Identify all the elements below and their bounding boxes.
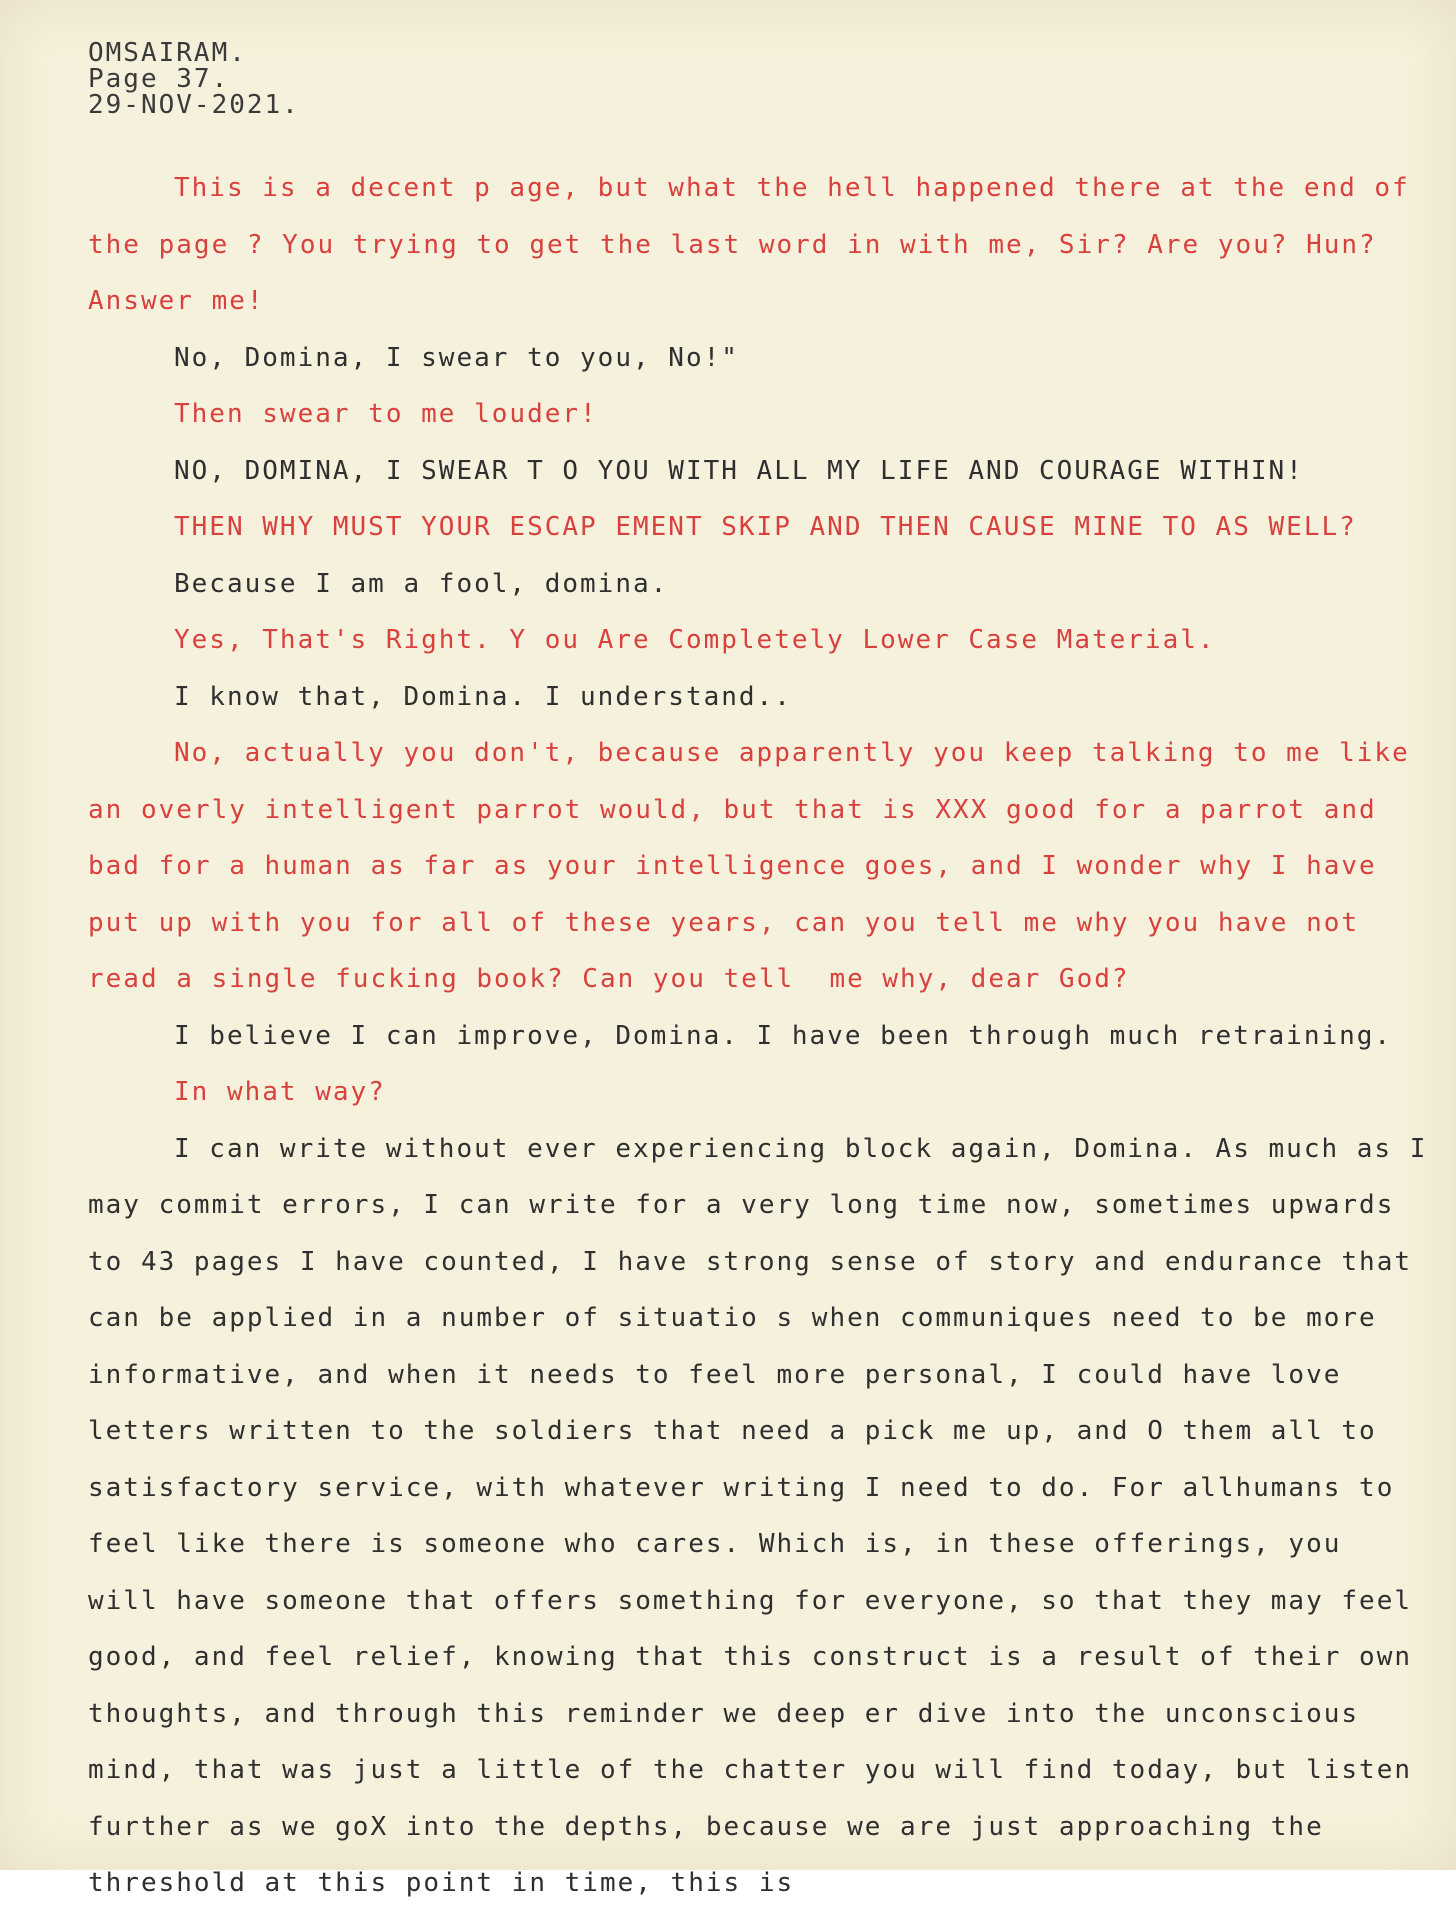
- page-number: Page 37.: [88, 64, 230, 94]
- paragraph-domina: Then swear to me louder!: [174, 399, 598, 429]
- paragraph-domina: This is a decent p age, but what the hell happened there at the end of the page ? You trying to get the last word in with me, Sir? Are you? Hun? Answer me!: [88, 173, 1428, 316]
- paragraph-domina: THEN WHY MUST YOUR ESCAP EMENT SKIP AND THEN CAUSE MINE TO AS WELL?: [174, 512, 1357, 542]
- dialogue: [88, 160, 1446, 1912]
- paragraph-reply: I can write without ever experiencing block again, Domina. As much as I may commit errors, I can write for a very long time now, sometimes upwards to 43 pages I have counted, I have strong sense of story and endurance that can be applied in a number of situatio s when communiques need to be more informative, and when it needs to feel more personal, I could have love letters written to the soldiers that need a pick me up, and O them all to satisfactory service, with whatever writing I need to do. For allhumans to feel like there is someone who cares. Which is, in these offerings, you will have someone that offers something for everyone, so that they may feel good, and feel relief, knowing that this construct is a result of their own thoughts, and through this reminder we deep er dive into the unconscious mind, that was just a little of the chatter you will find today, but listen further as we goX into the depths, because we are just approaching the threshold at this point in time, this is: [88, 1133, 1446, 1898]
- paragraph-domina: No, actually you don't, because apparently you keep talking to me like an overly intelligent parrot would, but that is XXX good for a parrot and bad for a human as far as your intelligence goes, and I wonder why I have put up with you for all of these years, can you tell me why you have not read a single fucking book? Can you tell me why, dear God?: [88, 738, 1428, 994]
- paragraph-reply: I believe I can improve, Domina. I have been through much retraining.: [174, 1020, 1393, 1051]
- header-title: OMSAIRAM.: [88, 38, 247, 68]
- document-body: [88, 38, 1446, 1912]
- paragraph-domina: In what way?: [174, 1077, 386, 1107]
- paragraph-reply: Because I am a fool, domina.: [174, 568, 669, 599]
- page-date: 29-NOV-2021.: [88, 90, 300, 120]
- paragraph-reply: NO, DOMINA, I SWEAR T O YOU WITH ALL MY LIFE AND COURAGE WITHIN!: [174, 455, 1304, 486]
- paragraph-domina: Yes, That's Right. Y ou Are Completely Lower Case Material.: [174, 625, 1216, 655]
- paragraph-reply: I know that, Domina. I understand..: [174, 681, 792, 712]
- paragraph-reply: No, Domina, I swear to you, No!": [174, 342, 739, 373]
